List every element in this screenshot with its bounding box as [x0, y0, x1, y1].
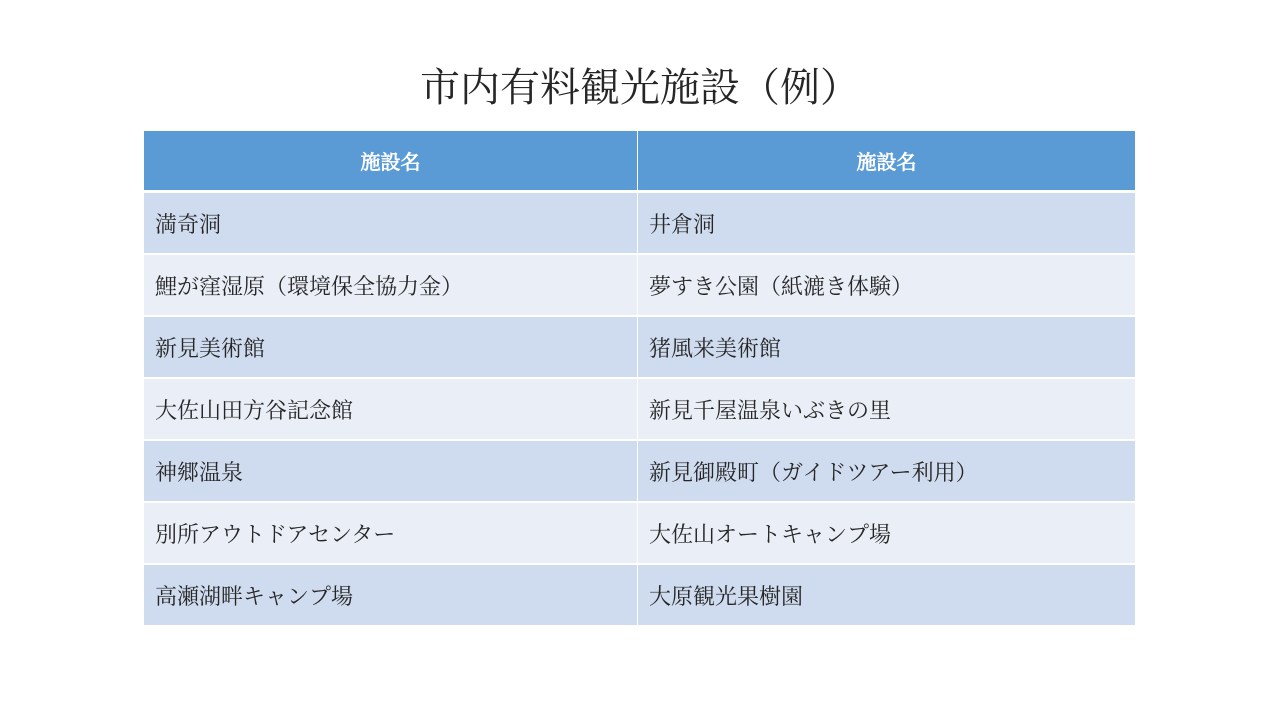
table-header-row [144, 131, 1135, 193]
table-cell: 猪風来美術館 [638, 317, 1135, 379]
table-row [144, 379, 1135, 441]
table-cell: 大佐山オートキャンプ場 [638, 503, 1135, 565]
table-row [144, 565, 1135, 625]
table-row [144, 255, 1135, 317]
table-cell: 大佐山田方谷記念館 [144, 379, 638, 441]
table-cell: 新見千屋温泉いぶきの里 [638, 379, 1135, 441]
table-cell: 井倉洞 [638, 193, 1135, 255]
table-cell: 鯉が窪湿原（環境保全協力金） [144, 255, 638, 317]
table-cell: 別所アウトドアセンター [144, 503, 638, 565]
table-cell: 高瀬湖畔キャンプ場 [144, 565, 638, 625]
table-row [144, 503, 1135, 565]
table-row [144, 193, 1135, 255]
table-cell: 満奇洞 [144, 193, 638, 255]
table-cell: 神郷温泉 [144, 441, 638, 503]
column-header-facility-name-left: 施設名 [144, 131, 638, 193]
table-cell: 夢すき公園（紙漉き体験） [638, 255, 1135, 317]
column-header-facility-name-right: 施設名 [638, 131, 1135, 193]
slide-title: 市内有料観光施設（例） [420, 65, 860, 111]
table-cell: 新見御殿町（ガイドツアー利用） [638, 441, 1135, 503]
table-row [144, 441, 1135, 503]
facility-table [144, 131, 1135, 625]
table-cell: 大原観光果樹園 [638, 565, 1135, 625]
table-row [144, 317, 1135, 379]
table-cell: 新見美術館 [144, 317, 638, 379]
